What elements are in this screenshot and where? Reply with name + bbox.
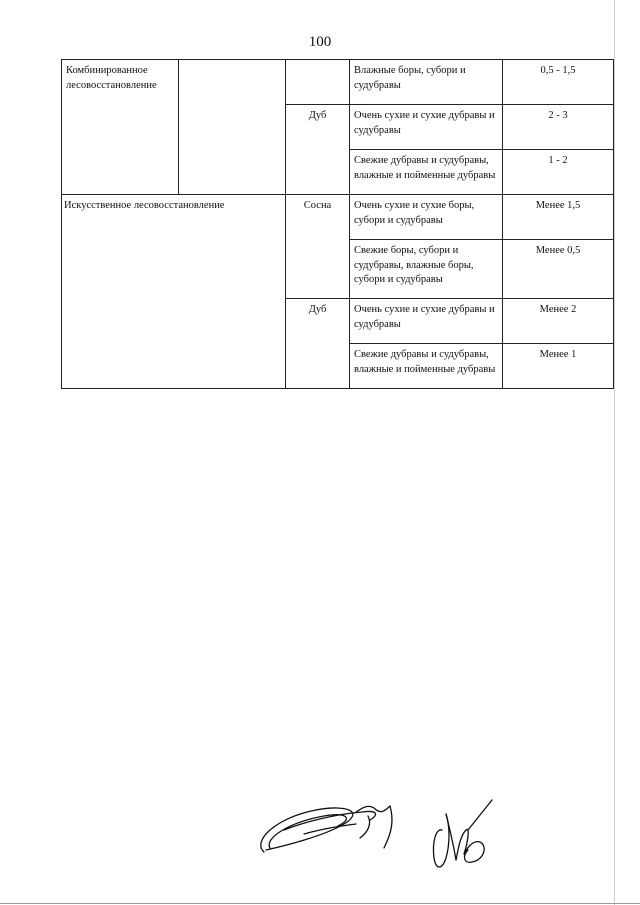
handwritten-signature-icon xyxy=(244,790,504,880)
value-cell: Менее 1,5 xyxy=(503,195,614,240)
method-cell: Комбинированное лесовосстановление xyxy=(62,60,179,195)
method-cell: Искусственное лесовосстановление xyxy=(62,195,286,389)
forest-type-cell: Влажные боры, субори и судубравы xyxy=(350,60,503,105)
species-cell xyxy=(286,60,350,105)
forest-type-cell: Свежие боры, субори и судубравы, влажные боры, субори и судубравы xyxy=(350,240,503,299)
species-cell: Сосна xyxy=(286,195,350,299)
page-edge-line xyxy=(614,0,615,905)
species-cell: Дуб xyxy=(286,299,350,389)
value-cell: 1 - 2 xyxy=(503,150,614,195)
page-number: 100 xyxy=(308,34,332,50)
reforestation-table xyxy=(61,59,614,389)
table-row xyxy=(62,195,614,240)
value-cell: 0,5 - 1,5 xyxy=(503,60,614,105)
forest-type-cell: Свежие дубравы и судубравы, влажные и пойменные дубравы xyxy=(350,150,503,195)
table-row xyxy=(62,60,614,105)
value-cell: Менее 0,5 xyxy=(503,240,614,299)
page-bottom-line xyxy=(0,903,640,904)
empty-cell xyxy=(179,60,286,195)
forest-type-cell: Свежие дубравы и судубравы, влажные и пойменные дубравы xyxy=(350,344,503,389)
value-cell: 2 - 3 xyxy=(503,105,614,150)
forest-type-cell: Очень сухие и сухие дубравы и судубравы xyxy=(350,105,503,150)
value-cell: Менее 2 xyxy=(503,299,614,344)
value-cell: Менее 1 xyxy=(503,344,614,389)
species-cell: Дуб xyxy=(286,105,350,195)
forest-type-cell: Очень сухие и сухие боры, субори и судубравы xyxy=(350,195,503,240)
forest-type-cell: Очень сухие и сухие дубравы и судубравы xyxy=(350,299,503,344)
